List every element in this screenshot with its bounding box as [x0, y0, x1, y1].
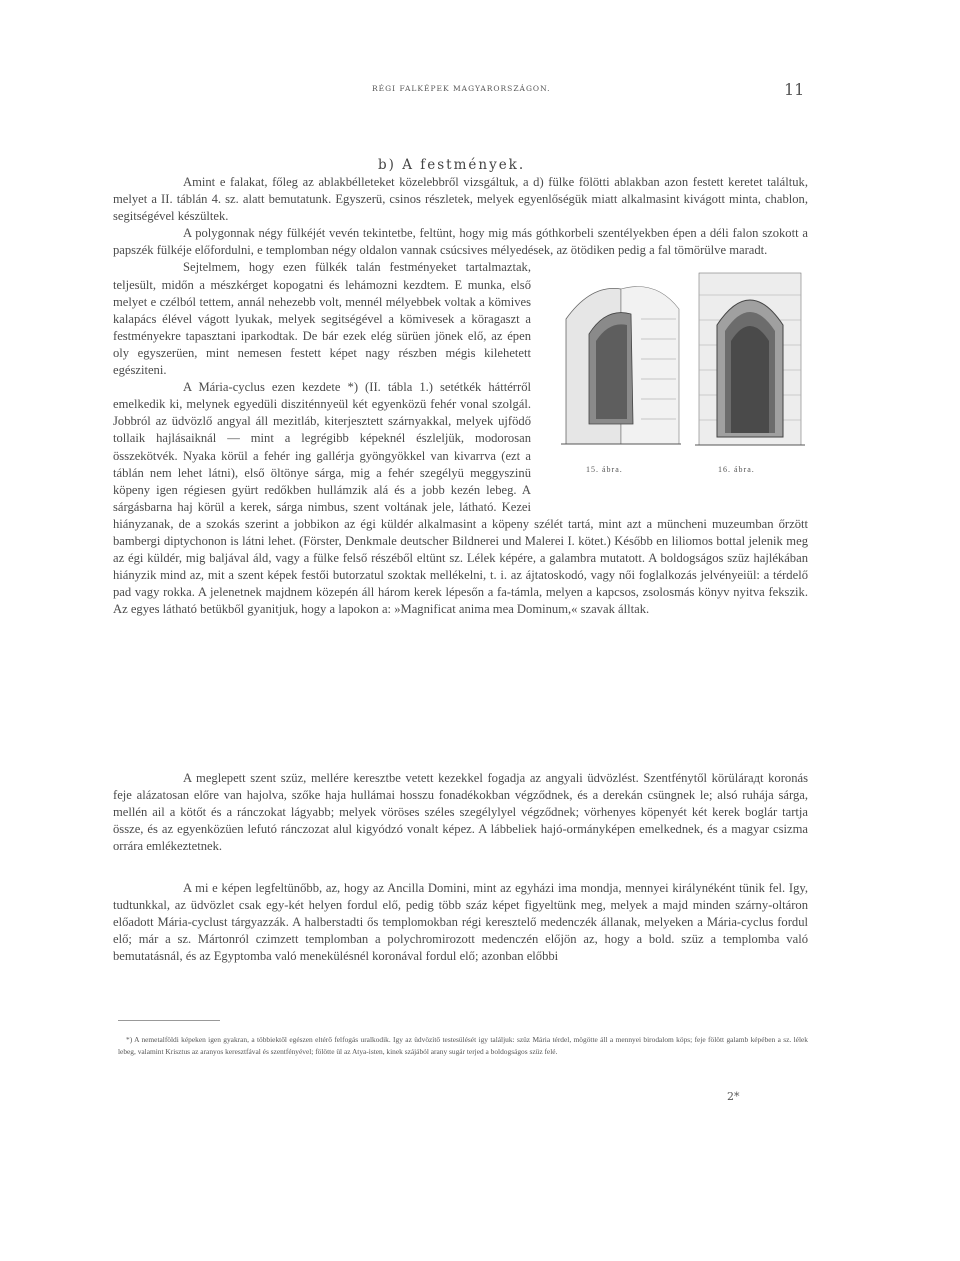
figure-16-caption: 16. ábra.: [718, 465, 755, 475]
section-title: b) A festmények.: [378, 157, 526, 173]
paragraph-4: A Mária-cyclus ezen kezdete *) (II. tábla 1.) setétkék háttérről emelkedik ki, melynek egyedüli disziténnyeül két egyenközü fehér vonal szolgál. Jobbról az üdvözlő angyal áll mezitláb, kiterjesztett szárnyakkal, melyek ujfödő tollaik hajlásaiknál — mint a legrégibb képeknél észleljük, modorosan összekötvék. Nyaka körül a fehér ing gallérja gyöngyökkel van kivarrva (ezt a táblán nem lehet látni), első öltönye sárga, mig a fehér szegélyü meggyszinü köpeny igen régiesen gyürt redőkben hullámzik alá és a jobb kezén lebeg. A sárgásbarna haj körül a kerek, sárga nimbus, szent voltának jele, látható. Kezei hiányzanak, de a szokás szerint a jobbikon az égi küldér alkalmasint a köpeny szélét tartá, mint azt a müncheni muzeumban őrzött bambergi diptychonon is látni lehet. (Förster, Denkmale deutscher Bildnerei und Malerei I. kötet.) Később en liliomos bottal jelenik meg az égi küldér, mig baljával áld, vagy a fülke felső részéből eltünt sz. Lélek képére, a galambra mutatott. A boldogságos szüz hajlékában hiányzik mind az, mit a szent képek festői butorzatul szoktak mellékelni, t. i. az ájtatoskodó, vagy női foglalkozás jelvényeiül: a térdelő pad vagy rokka. A jelenetnek majdnem közepén áll három kerek lépesőn a fa-támla, melyen a kapcsos, zsolosmás könyv nyitva fekszik. Az egyes látható betükből gyanitjuk, hogy a lapokon a: »Magnificat anima mea Dominum,« szavak álltak.: [113, 380, 808, 617]
paragraph-5: A meglepett szent szüz, mellére keresztbe vetett kezekkel fogadja az angyali üdvözlést. Szentfénytől körülárадt koronás feje alázatosan előre van hajolva, szőke haja hullámai hosszu fonadékokban végződnek, és a derekán csüngnek le; alsó ruhája sárga, mellén ail a kötőt és a ránczokat lágyabb; melyek vöröses széles szegélylyel végződnek; vörhenyes köpenyét két kerek boglár tartja össze, és az egyenközüen lefutó ránczozat alul kigyódzó vonalt képez. A lábbeliek hajó-ormányképen emelkednek, és a magyar csizma orrára emlékeztetnek.: [113, 771, 808, 854]
main-text: [113, 174, 808, 618]
paragraph-2: A polygonnak négy fülkéjét vevén tekintetbe, feltünt, hogy mig más góthkorbeli szentélyekben épen a déli falon szokott a papszék fülkéje előfordulni, e templomban négy oldalon vannak csúcsives mélyedések, az ötödiken pedig a fal tömörülve maradt.: [113, 226, 808, 258]
paragraph-3: Sejtelmem, hogy ezen fülkék talán festményeket tartalmaztak, teljesült, midőn a mészkérget kopogatni és lehámozni kezdtem. E munka, első melyet e czélból tettem, annál nehezebb volt, mennél mélyebbek voltak a kömives kalapács élével vágott lyukak, melyek segitségével a kömivesek a köragaszt a festményekre tapasztani iparkodtak. De bár ezek elég sürüen jönek elő, az épen oly egyszerüen, mint nemesen festett képet nagy részben mégis kilehetett egésziteni.: [113, 260, 531, 378]
main-text-final: [113, 880, 808, 965]
footnote: *) A nemetalföldi képeken igen gyakran, a többiektől egészen eltérő felfogás uralkodik. Igy az üdvözítő testesülését igy találjuk: szüz Mária térdel, mögötte áll a mennyei birodalom köps; feje fölött galamb képében a sz. lélek lebeg, valamint Krisztus az aranyos keresztfával és szentfényével; fölötte ül az Atya-isten, kinek szájából arany sugár terjed a boldogságos szüz felé.: [118, 1035, 808, 1056]
paragraph-6: A mi e képen legfeltünőbb, az, hogy az Ancilla Domini, mint az egyházi ima mondja, mennyei királynéként tünik fel. Igy, tudtunkkal, az üdvözlet csak egy-két helyen fordul elő, pedig több száz képet figyeltünk meg, melyek a majd minden szárny-oltáron előadott Mária-cyclust tárgyazzák. A halberstadti ős templomokban régi keresztelő medenczék állanak, melyeken a Mária-cyclus fordul elő; már a sz. Mártonról czimzett templomban a polychromirozott medenczén előjön az, hogy a bold. szüz a templomba való bemutatásnál, és az Egyptomba való menekülésnél koronával fordul elő; azonban előbbi: [113, 881, 808, 964]
figure-16-niche-illustration: [695, 265, 805, 449]
running-head: RÉGI FALKÉPEK MAGYARORSZÁGON.: [372, 84, 551, 93]
page-number: 11: [784, 80, 805, 99]
figure-15-niche-illustration: [561, 279, 681, 449]
figures-15-16: [553, 265, 808, 503]
signature-mark: 2*: [727, 1090, 740, 1103]
footnote-rule: [118, 1020, 220, 1021]
main-text-continued: [113, 770, 808, 855]
paragraph-1: Amint e falakat, főleg az ablakbélleteket közelebbről vizsgáltuk, a d) fülke fölötti ablakban azon festett keretet találtuk, melyet a II. táblán 4. sz. alatt bemutatunk. Egyszerü, csinos részletek, melyek egyenlőségük miatt alkalmasint kivágott minta, chablon, segitségével készültek.: [113, 175, 808, 224]
figure-15-caption: 15. ábra.: [586, 465, 623, 475]
